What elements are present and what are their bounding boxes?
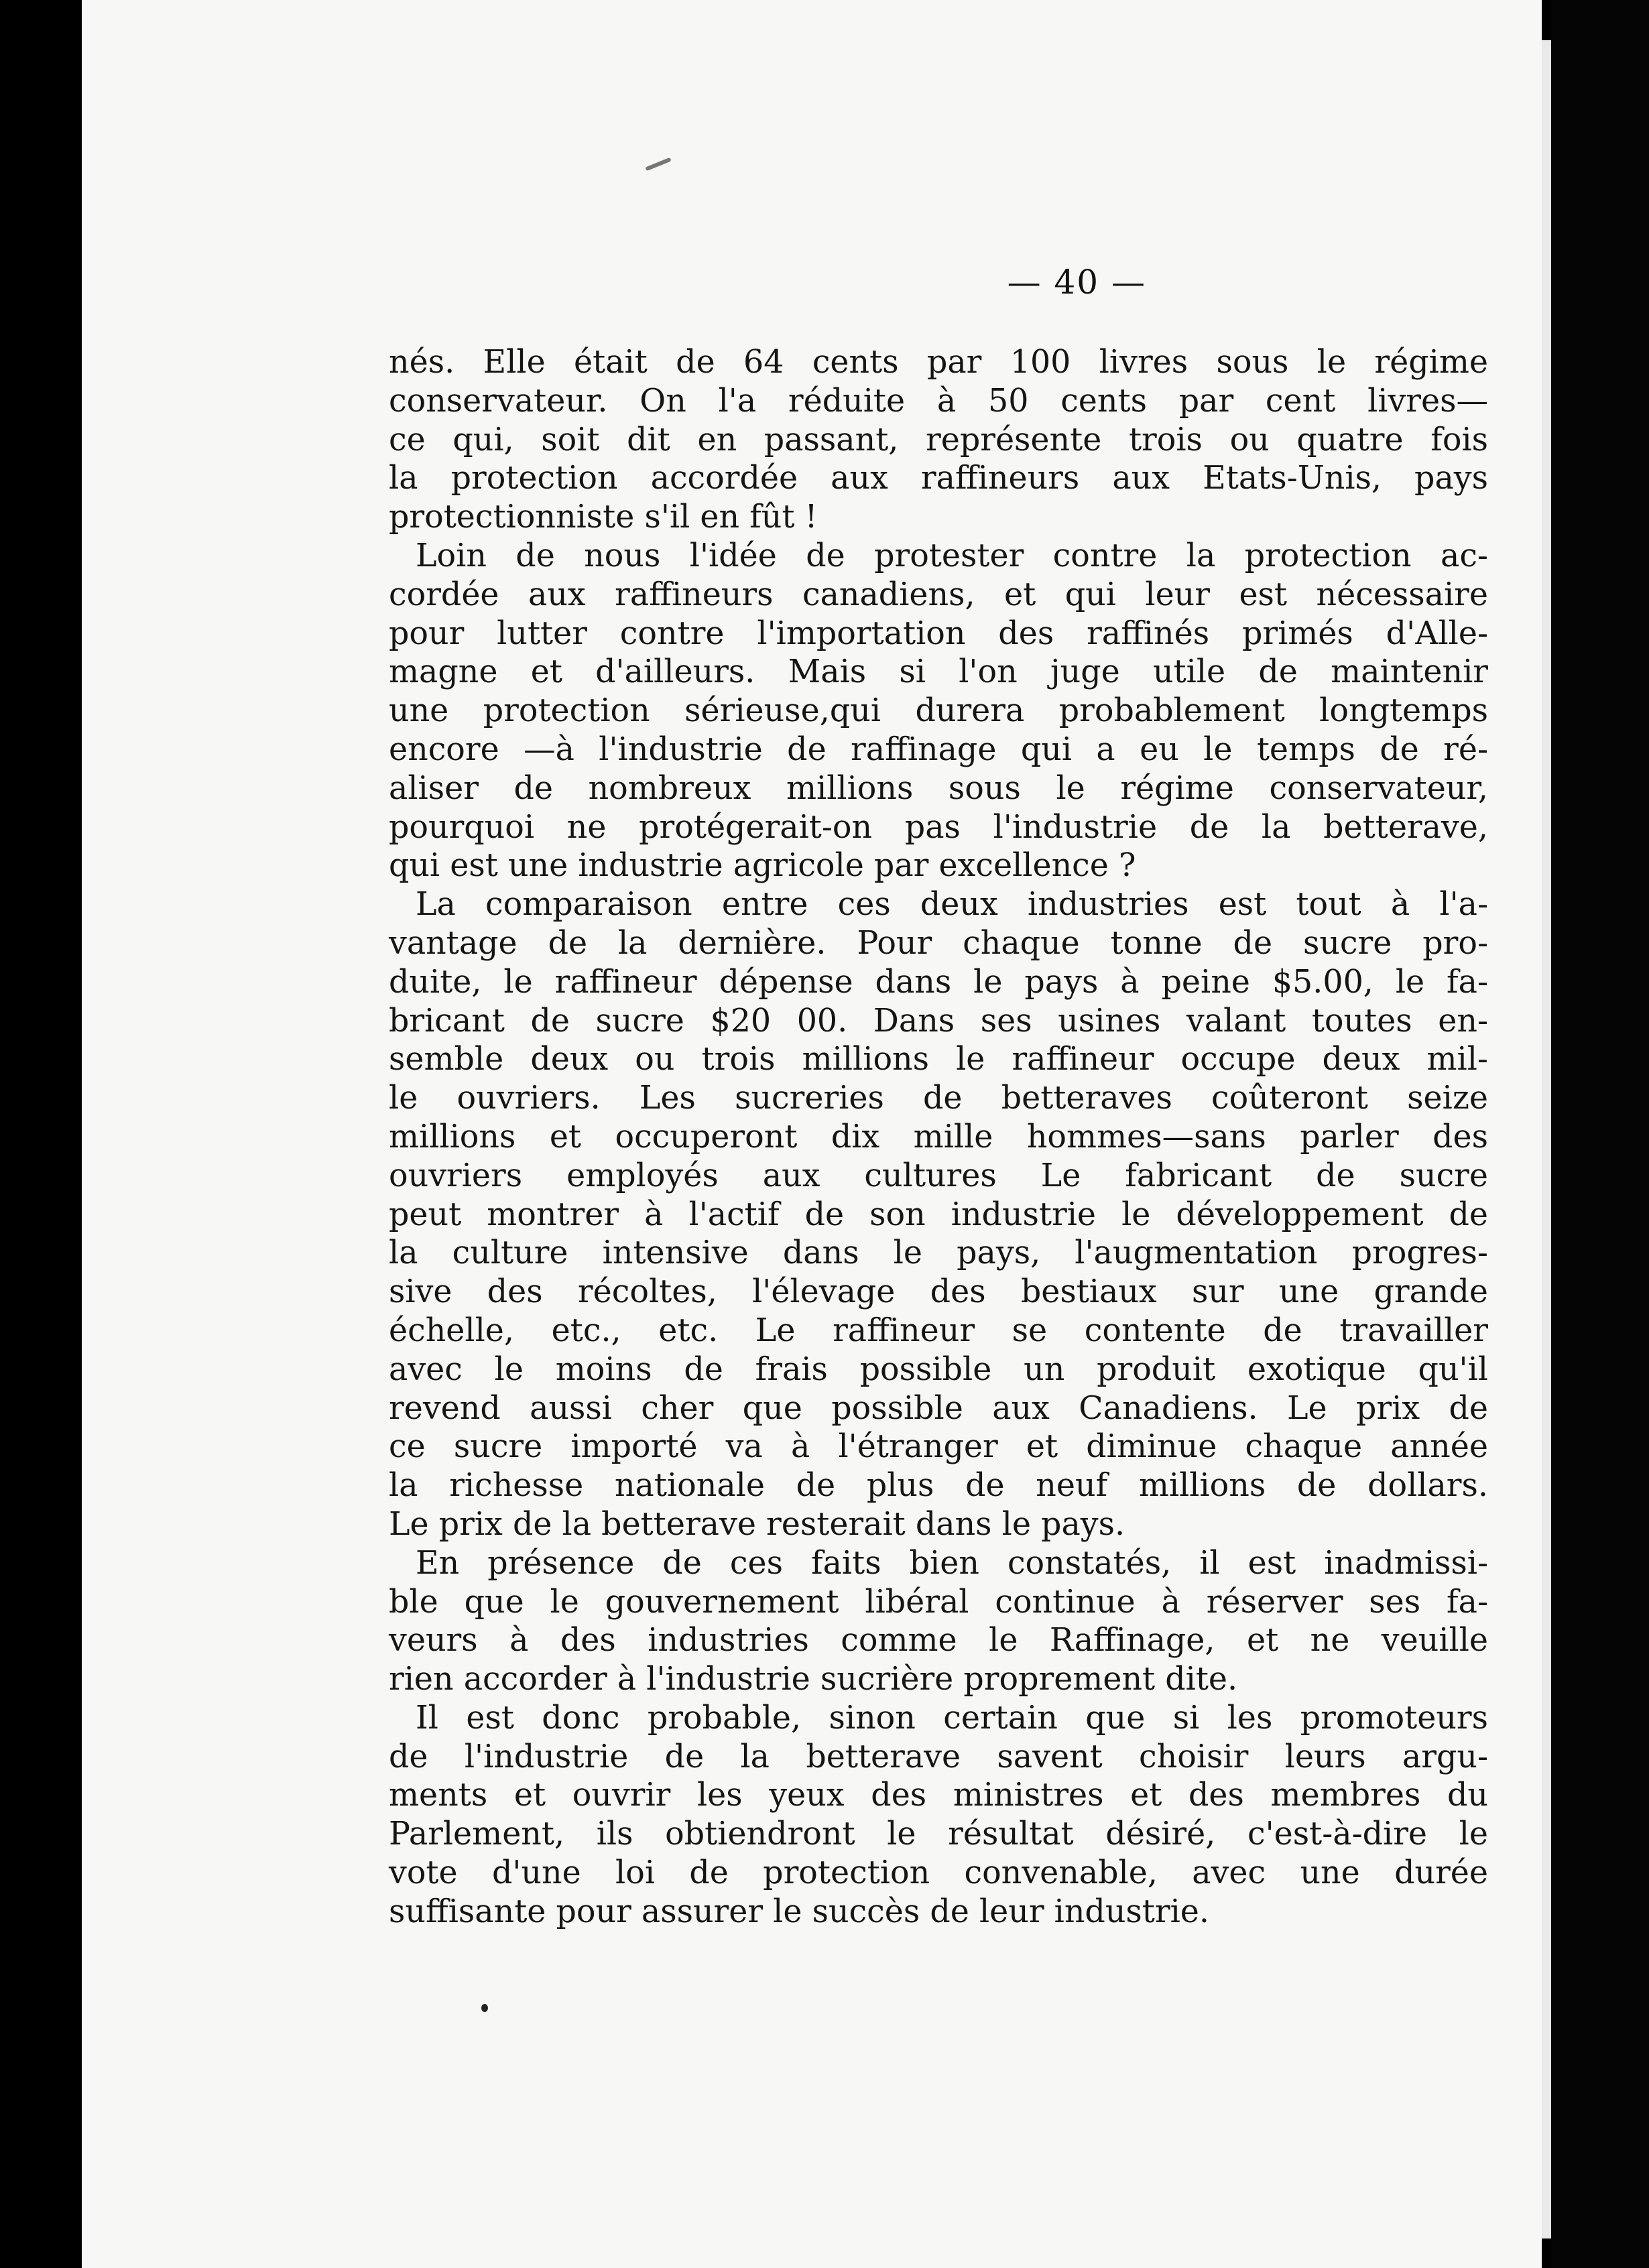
text-line: qui est une industrie agricole par excellence ? [389,847,1136,885]
text-line: Loin de nous l'idée de protester contre la protection ac- [416,537,1488,574]
text-line: suffisante pour assurer le succès de leur industrie. [389,1893,1210,1930]
text-line: En présence de ces faits bien constatés, il est inadmissi- [416,1544,1488,1582]
text-line: peut montrer à l'actif de son industrie le développement de [389,1196,1488,1233]
scan-right-edge [1551,0,1649,2268]
text-line: revend aussi cher que possible aux Canadiens. Le prix de [389,1389,1488,1427]
text-line: la culture intensive dans le pays, l'augmentation progres- [389,1235,1488,1272]
text-line: ouvriers employés aux cultures Le fabricant de sucre [389,1157,1488,1194]
paragraph [389,537,1488,885]
text-line: millions et occuperont dix mille hommes—sans parler des [389,1118,1488,1155]
text-line: bricant de sucre $20 00. Dans ses usines valant toutes en- [389,1002,1488,1040]
page-gutter-shadow [1542,40,1551,2239]
paragraph [389,1544,1488,1699]
text-line: de l'industrie de la betterave savent choisir leurs argu- [389,1738,1488,1775]
text-line: conservateur. On l'a réduite à 50 cents par cent livres— [389,382,1488,420]
paragraph [389,343,1488,537]
text-line: nés. Elle était de 64 cents par 100 livres sous le régime [389,344,1488,381]
text-line: aliser de nombreux millions sous le régime conservateur, [389,769,1488,807]
text-line: vote d'une loi de protection convenable, avec une durée [389,1854,1488,1892]
page-number: — 40 — [1007,263,1146,302]
paragraph [389,1699,1488,1932]
text-line: semble deux ou trois millions le raffineur occupe deux mil- [389,1041,1488,1078]
text-line: protectionniste s'il en fût ! [389,499,818,536]
text-line: le ouvriers. Les sucreries de betteraves coûteront seize [389,1080,1488,1117]
body-text [389,343,1488,1932]
text-line: Parlement, ils obtiendront le résultat désiré, c'est-à-dire le [389,1816,1488,1853]
text-line: Il est donc probable, sinon certain que si les promoteurs [416,1699,1488,1737]
text-line: ce qui, soit dit en passant, représente trois ou quatre fois [389,421,1488,458]
paragraph [389,885,1488,1544]
ink-dot [481,2004,488,2012]
text-line: une protection sérieuse,qui durera probablement longtemps [389,692,1488,730]
text-line: encore —à l'industrie de raffinage qui a eu le temps de ré- [389,731,1488,768]
text-line: pourquoi ne protégerait-on pas l'industrie de la betterave, [389,808,1488,846]
book-page [82,0,1542,2268]
text-line: pour lutter contre l'importation des raffinés primés d'Alle- [389,615,1488,652]
text-line: veurs à des industries comme le Raffinage, et ne veuille [389,1622,1488,1659]
text-line: rien accorder à l'industrie sucrière proprement dite. [389,1661,1238,1698]
text-line: vantage de la dernière. Pour chaque tonne de sucre pro- [389,924,1488,962]
text-line: ments et ouvrir les yeux des ministres et des membres du [389,1777,1488,1814]
text-line: magne et d'ailleurs. Mais si l'on juge utile de maintenir [389,653,1488,691]
stray-ink-mark [645,158,671,172]
text-line: La comparaison entre ces deux industries est tout à l'a- [416,886,1488,924]
text-line: échelle, etc., etc. Le raffineur se contente de travailler [389,1312,1488,1349]
text-line: ble que le gouvernement libéral continue à réserver ses fa- [389,1583,1488,1621]
text-line: sive des récoltes, l'élevage des bestiaux sur une grande [389,1273,1488,1311]
text-line: la protection accordée aux raffineurs aux Etats-Unis, pays [389,460,1488,497]
text-line: ce sucre importé va à l'étranger et diminue chaque année [389,1428,1488,1466]
text-line: Le prix de la betterave resterait dans le pays. [389,1505,1125,1543]
text-line: avec le moins de frais possible un produit exotique qu'il [389,1350,1488,1388]
text-line: la richesse nationale de plus de neuf millions de dollars. [389,1467,1488,1505]
text-line: duite, le raffineur dépense dans le pays à peine $5.00, le fa- [389,963,1488,1001]
text-line: cordée aux raffineurs canadiens, et qui leur est nécessaire [389,576,1488,613]
